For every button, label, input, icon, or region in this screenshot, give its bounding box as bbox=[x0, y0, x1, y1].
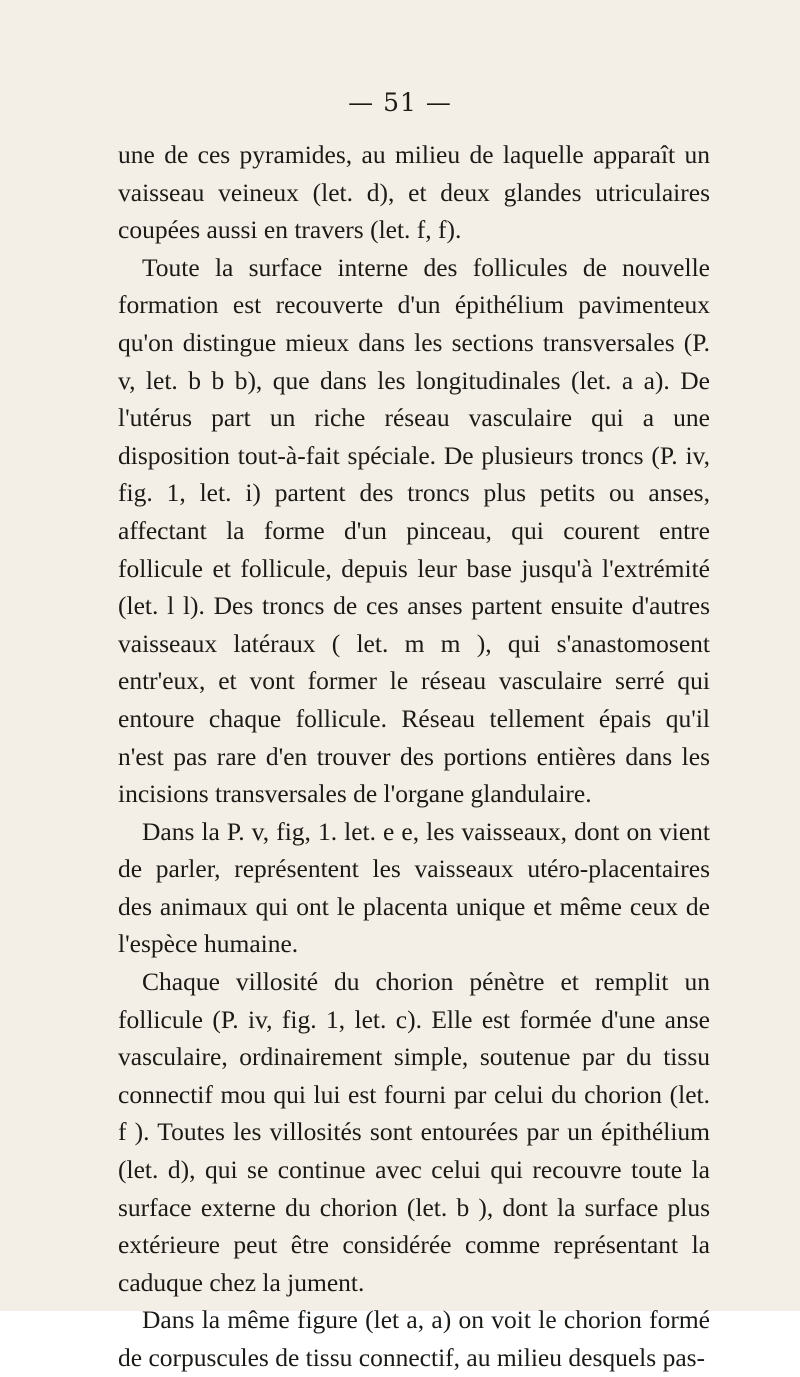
paragraph-4: Chaque villosité du chorion pénètre et remplit un follicule (P. iv, fig. 1, let. c). Elle est formée d'une anse vasculaire, ordinairement simple, soutenue par du tissu connectif mou qui lui est fourni par celui du chorion (let. f ). Toutes les villosités sont entourées par un épithélium (let. d), qui se continue avec celui qui recouvre toute la surface externe du chorion (let. b ), dont la surface plus extérieure peut être considérée comme représentant la caduque chez la jument. bbox=[118, 967, 710, 1297]
paragraph-5: Dans la même figure (let a, a) on voit le chorion formé de corpuscules de tissu connectif, au milieu desquels pas- bbox=[118, 1305, 710, 1372]
page-number: — 51 — bbox=[348, 88, 452, 117]
paragraph-2: Toute la surface interne des follicules de nouvelle formation est recouverte d'un épithélium pavimenteux qu'on distingue mieux dans les sections transversales (P. v, let. b b b), que dans les longitudinales (let. a a). De l'utérus part un riche réseau vasculaire qui a une disposition tout-à-fait spéciale. De plusieurs troncs (P. iv, fig. 1, let. i) partent des troncs plus petits ou anses, affectant la forme d'un pinceau, qui courent entre follicule et follicule, depuis leur base jusqu'à l'extrémité (let. l l). Des troncs de ces anses partent ensuite d'autres vaisseaux latéraux ( let. m m ), qui s'anastomosent entr'eux, et vont former le réseau vasculaire serré qui entoure chaque follicule. Réseau tellement épais qu'il n'est pas rare d'en trouver des portions entières dans les incisions transversales de l'organe glandulaire. bbox=[118, 252, 710, 809]
body-text bbox=[118, 136, 710, 1377]
paragraph-3: Dans la P. v, fig, 1. let. e e, les vaisseaux, dont on vient de parler, représentent les vaisseaux utéro-placentaires des animaux qui ont le placenta unique et même ceux de l'espèce humaine. bbox=[118, 816, 710, 959]
paragraph-1: une de ces pyramides, au milieu de laquelle apparaît un vaisseau veineux (let. d), et deux glandes utriculaires coupées aussi en travers (let. f, f). bbox=[118, 140, 710, 245]
